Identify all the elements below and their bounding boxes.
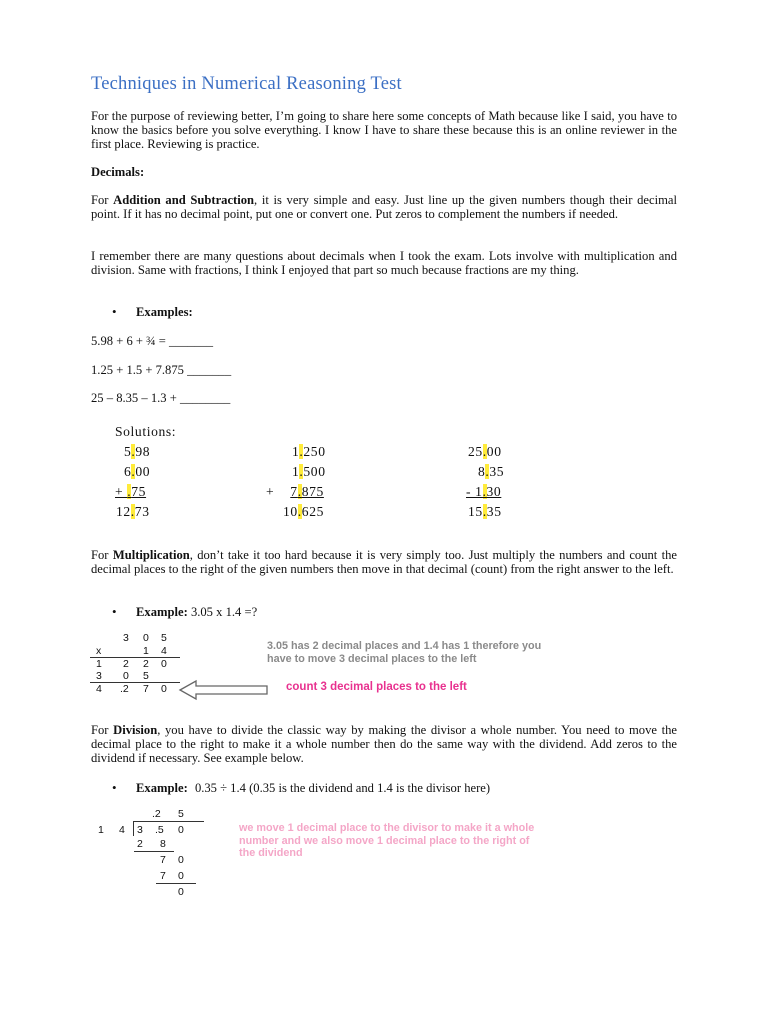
- sol3-row2: 8.35: [478, 464, 505, 479]
- long-division: .2 5 1 4 3 .5 0 2 8 7 0 7 0 0: [90, 808, 210, 898]
- page-title: Techniques in Numerical Reasoning Test: [91, 74, 402, 94]
- division-bold: Division: [113, 723, 158, 737]
- example-eq-3: 25 – 8.35 – 1.3 + ________: [91, 391, 231, 405]
- multiplication-example: Example: 3.05 x 1.4 =?: [136, 605, 258, 619]
- example-eq-2: 1.25 + 1.5 + 7.875 _______: [91, 363, 232, 377]
- decimals-heading: Decimals:: [91, 165, 145, 179]
- example-eq-1: 5.98 + 6 + ¾ = _______: [91, 334, 214, 348]
- sol2-row2: 1.500: [292, 464, 326, 479]
- division-rule: [156, 883, 196, 884]
- decimals-paragraph: I remember there are many questions about decimals when I took the exam. Lots involve with multiplication and division. Same with fractions, I think I enjoyed that part so much because fractions are my thing.: [91, 249, 677, 277]
- sol2-row1: 1.250: [292, 444, 326, 459]
- sol2-row3: + 7.875: [266, 484, 324, 499]
- multiplication-paragraph: For Multiplication, don’t take it too hard because it is very simply too. Just multiply the numbers and count the decimal places to the right of the given numbers then move in that decimal (count) from the right answer to the left.: [91, 548, 677, 576]
- intro-paragraph: For the purpose of reviewing better, I’m going to share here some concepts of Math because like I said, you have to know the basics before you solve everything. I know I have to share these because this is an online reviewer in the first place. Reviewing is practice.: [91, 109, 677, 151]
- division-annotation: we move 1 decimal place to the divisor to make it a whole number and we also move 1 decimal place to the right of the dividend: [239, 822, 535, 859]
- addition-rest: , it is very simple and easy. Just line up the given numbers though their decimal point. If it has no decimal point, put one or convert one. Put zeros to complement the numbers if needed.: [91, 193, 677, 221]
- sol1-row3: + .75: [115, 484, 147, 499]
- bullet-icon: •: [112, 780, 117, 795]
- examples-label: Examples:: [136, 305, 193, 319]
- addition-prefix: For: [91, 193, 114, 207]
- division-paragraph: For Division, you have to divide the classic way by making the divisor a whole number. You need to move the decimal place to the right to make it a whole number then do the same way with the dividend. Add zeros to the dividend if necessary. See example below.: [91, 723, 677, 765]
- addition-bold: Addition and Subtraction: [113, 193, 255, 207]
- division-bracket: [133, 821, 134, 836]
- multiplication-bold: Multiplication: [112, 548, 190, 562]
- division-example: Example: 0.35 ÷ 1.4 (0.35 is the dividend and 1.4 is the divisor here): [136, 781, 491, 795]
- multiplication-annotation: 3.05 has 2 decimal places and 1.4 has 1 therefore you have to move 3 decimal places to the left: [267, 640, 542, 665]
- sol3-row3: - 1.30: [466, 484, 502, 499]
- bullet-icon: •: [112, 304, 117, 319]
- sol2-row4: 10.625: [283, 504, 324, 519]
- sol1-row1: 5.98: [124, 444, 151, 459]
- count-annotation: count 3 decimal places to the left: [286, 681, 467, 693]
- sol1-row4: 12.73: [116, 504, 150, 519]
- division-rule: [134, 851, 174, 852]
- bullet-icon: •: [112, 604, 117, 619]
- solutions-label: Solutions:: [115, 424, 177, 439]
- addition-paragraph: [91, 193, 677, 221]
- left-arrow-icon: [178, 679, 270, 701]
- sol3-row1: 25.00: [468, 444, 502, 459]
- sol3-row4: 15.35: [468, 504, 502, 519]
- division-bar: [134, 821, 204, 822]
- multiplication-table: 3 0 5 x 1 4 1 2 2 0 3 0 5 4 .2 7 0: [90, 632, 180, 694]
- sol1-row2: 6.00: [124, 464, 151, 479]
